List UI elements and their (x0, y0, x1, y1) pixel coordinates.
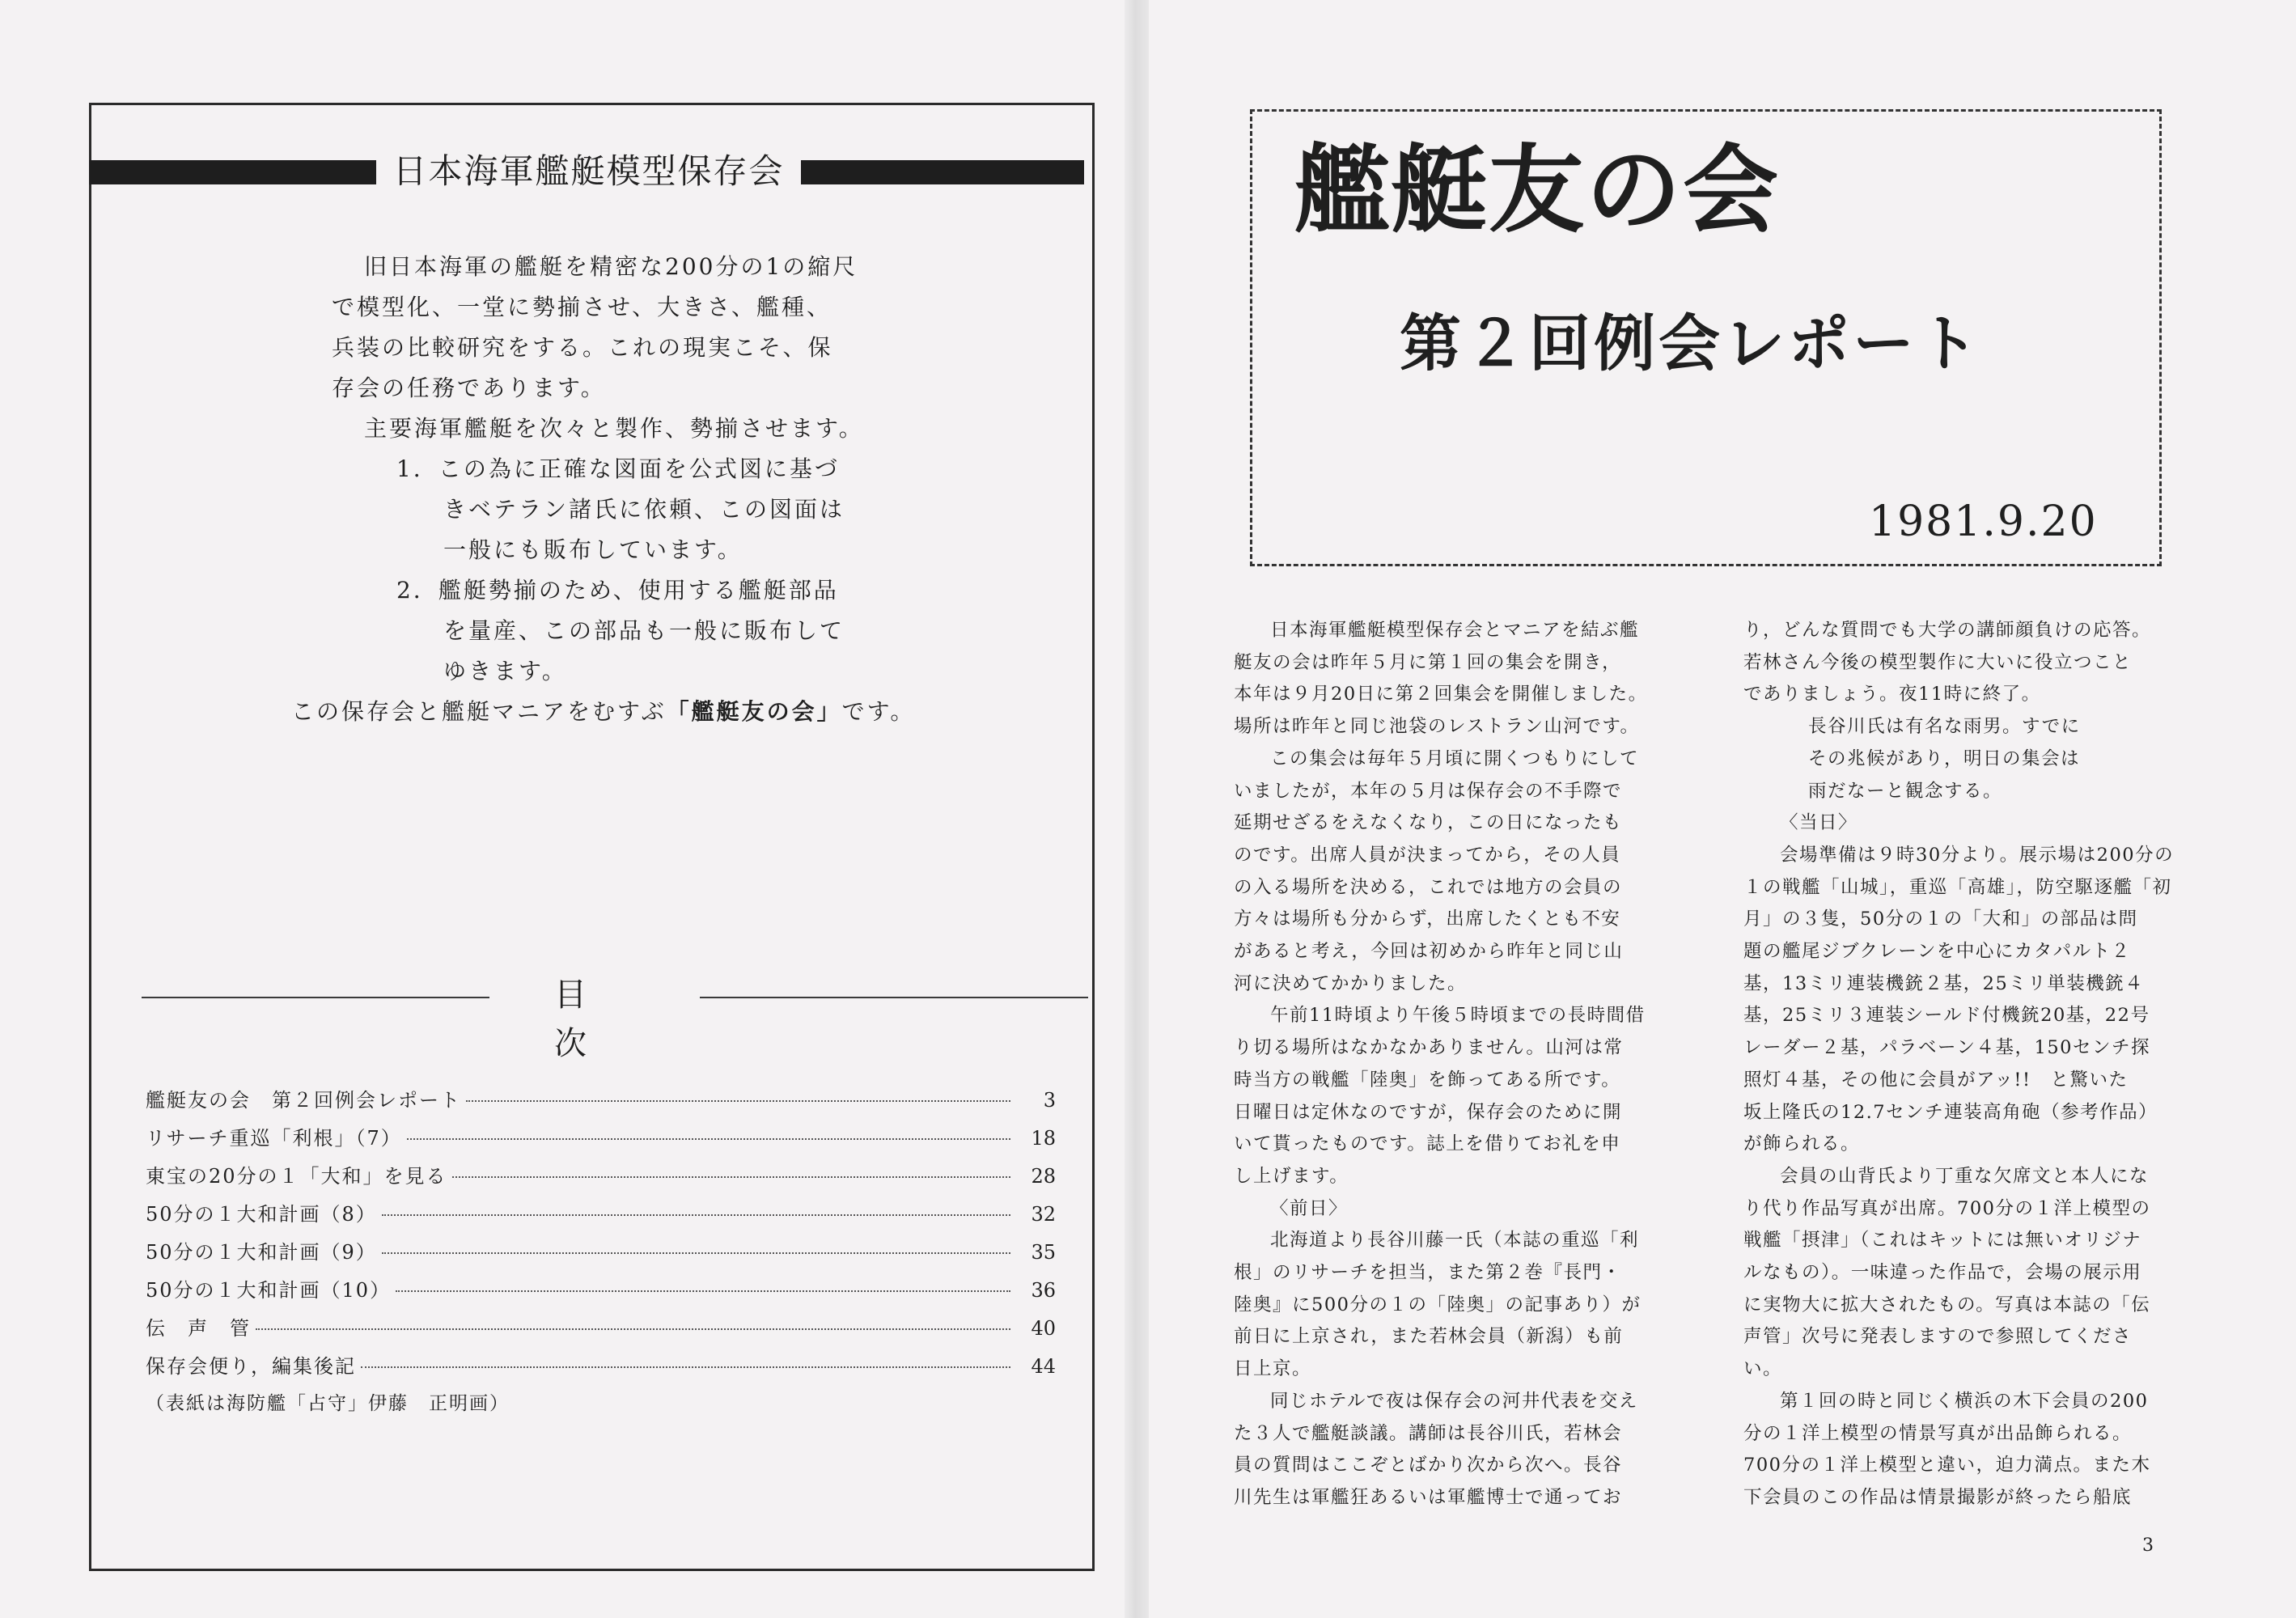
article-line: し上げます。 (1234, 1165, 1349, 1187)
toc-leader (452, 1176, 1010, 1178)
article-line: 長谷川氏は有名な雨男。すでに (1808, 716, 2081, 738)
toc-entry-label: 50分の１大和計画（8） (146, 1203, 377, 1226)
article-line: 日本海軍艦艇模型保存会とマニアを結ぶ艦 (1270, 620, 1640, 641)
toc-entry-label: 東宝の20分の１「大和」を見る (146, 1165, 447, 1188)
sub-title: 第２回例会レポート (1400, 307, 1982, 379)
intro-line: 存会の任務であります。 (332, 375, 606, 401)
article-line: 若林さん今後の模型製作に大いに役立つこと (1743, 651, 2133, 673)
article-column-left (1234, 615, 1675, 1514)
toc-entry-label: 伝 声 管 (146, 1317, 251, 1340)
toc-entry-page: 18 (1031, 1127, 1056, 1150)
article-line: 基，13ミリ連装機銃２基，25ミリ単装機銃４ (1743, 972, 2145, 994)
intro-line: 主要海軍艦艇を次々と製作、勢揃させます。 (364, 415, 864, 442)
toc-entry-label: リサーチ重巡「利根」（7） (146, 1127, 402, 1150)
toc-leader (466, 1100, 1010, 1102)
article-line: 基，25ミリ３連装シールド付機銃20基，22号 (1743, 1005, 2150, 1027)
article-line: 艇友の会は昨年５月に第１回の集会を開き， (1234, 651, 1622, 673)
banner-title: 日本海軍艦艇模型保存会 (392, 151, 785, 191)
article-line: １の戦艦「山城」，重巡「高雄」，防空駆逐艦「初 (1743, 876, 2172, 898)
intro-line: 一般にも販布しています。 (443, 536, 743, 563)
toc-entry-page: 32 (1031, 1203, 1056, 1226)
toc-entry-page: 40 (1031, 1317, 1056, 1340)
article-line: 第１回の時と同じく横浜の木下会員の200 (1780, 1390, 2149, 1412)
article-line: 〈前日〉 (1270, 1197, 1349, 1219)
toc-leader (382, 1252, 1010, 1254)
article-line: 戦艦「摂津」（これはキットには無いオリジナ (1743, 1230, 2142, 1252)
article-line: り切る場所はなかなかありません。山河は常 (1234, 1037, 1624, 1059)
article-line: 川先生は軍艦狂あるいは軍艦博士で通ってお (1234, 1486, 1623, 1508)
toc-rule-right (700, 997, 1088, 998)
intro-line: ゆきます。 (443, 658, 567, 684)
closing-prefix: この保存会と艦艇マニアをむすぶ (291, 698, 667, 725)
article-line: でありましょう。夜11時に終了。 (1743, 684, 2041, 705)
article-line: 前日に上京され，また若林会員（新潟）も前 (1234, 1326, 1624, 1348)
article-line: 会場準備は９時30分より。展示場は200分の (1780, 844, 2175, 866)
toc-leader (382, 1214, 1010, 1216)
intro-text (291, 247, 947, 732)
article-line: に実物大に拡大されたもの。写真は本誌の「伝 (1743, 1294, 2151, 1315)
toc-leader (407, 1138, 1010, 1140)
toc-entry[interactable] (146, 1312, 1056, 1350)
intro-line: で模型化、一堂に勢揃させ、大きさ、艦種、 (332, 294, 832, 320)
toc-entry-page: 36 (1031, 1279, 1056, 1302)
toc-leader (396, 1290, 1010, 1292)
article-line: 北海道より長谷川藤一氏（本誌の重巡「利 (1270, 1230, 1640, 1252)
article-line: 月」の３隻，50分の１の「大和」の部品は問 (1743, 909, 2138, 930)
article-line: 会員の山背氏より丁重な欠席文と本人にな (1780, 1165, 2150, 1187)
intro-line: を量産、この部品も一般に販布して (443, 617, 845, 644)
main-title: 艦艇友の会 (1294, 134, 1781, 246)
article-line: ルなもの）。一味違った作品で，会場の展示用 (1743, 1262, 2142, 1284)
article-line: 午前11時頃より午後５時頃までの長時間借 (1270, 1005, 1646, 1027)
article-line: た３人で艦艇談議。講師は長谷川氏，若林会 (1234, 1422, 1623, 1444)
article-line: が飾られる。 (1743, 1133, 1861, 1155)
article-line: 本年は９月20日に第２回集会を開催しました。 (1234, 684, 1648, 705)
toc-entry-label: 50分の１大和計画（10） (146, 1279, 392, 1302)
page-gutter (1125, 0, 1149, 1618)
cover-note: （表紙は海防艦「占守」伊藤 正明画） (146, 1393, 510, 1414)
article-line: 下会員のこの作品は情景撮影が終ったら船底 (1743, 1486, 2133, 1508)
article-line: 照灯４基，その他に会員がアッ!! と驚いた (1743, 1069, 2129, 1091)
toc-rule-left (142, 997, 489, 998)
table-of-contents (146, 1084, 1056, 1415)
toc-title: 目次 (554, 976, 667, 1062)
article-line: 根」のリサーチを担当，また第２巻『長門・ (1234, 1262, 1622, 1284)
banner-bar-right (801, 160, 1084, 184)
article-line: 題の艦尾ジブクレーンを中心にカタパルト２ (1743, 941, 2131, 963)
article-line: いて貰ったものです。誌上を借りてお礼を申 (1234, 1133, 1621, 1155)
article-line: のです。出席人員が決まってから，その人員 (1234, 844, 1621, 866)
article-line: いましたが，本年の５月は保存会の不手際で (1234, 780, 1623, 802)
article-line: 陸奥』に500分の１の「陸奥」の記事あり）が (1234, 1294, 1642, 1315)
article-line: 同じホテルで夜は保存会の河井代表を交え (1270, 1390, 1638, 1412)
article-line: 場所は昨年と同じ池袋のレストラン山河です。 (1234, 716, 1640, 738)
banner-bar-left (89, 160, 376, 184)
toc-entry[interactable] (146, 1350, 1056, 1388)
toc-entry-label: 保存会便り，編集後記 (146, 1355, 356, 1378)
banner (89, 147, 1084, 196)
article-line: 延期せざるをえなくなり，この日になったも (1234, 812, 1623, 834)
toc-entry[interactable] (146, 1122, 1056, 1160)
article-line: その兆候があり，明日の集会は (1808, 748, 2081, 769)
article-line: があると考え，今回は初めから昨年と同じ山 (1234, 941, 1624, 963)
intro-line: 兵装の比較研究をする。これの現実こそ、保 (332, 334, 833, 361)
article-line: 方々は場所も分からず，出席したくとも不安 (1234, 909, 1621, 930)
toc-entry[interactable] (146, 1160, 1056, 1198)
closing-bold: 「艦艇友の会」 (666, 698, 842, 725)
article-line: 〈当日〉 (1780, 812, 1858, 834)
article-line: り，どんな質問でも大学の講師顔負けの応答。 (1743, 620, 2152, 641)
article-line: 河に決めてかかりました。 (1234, 972, 1468, 994)
toc-entry-page: 3 (1043, 1089, 1056, 1112)
report-date: 1981.9.20 (1869, 498, 2098, 546)
toc-entry-page: 44 (1031, 1355, 1056, 1378)
toc-entry[interactable] (146, 1198, 1056, 1236)
toc-leader (361, 1366, 1010, 1368)
article-line: 時当方の戦艦「陸奥」を飾ってある所です。 (1234, 1069, 1621, 1091)
closing-suffix: です。 (841, 698, 916, 725)
toc-entry-page: 28 (1031, 1165, 1056, 1188)
intro-line: 2．艦艇勢揃のため、使用する艦艇部品 (396, 577, 839, 604)
toc-leader (256, 1328, 1010, 1330)
article-line: この集会は毎年５月頃に開くつもりにして (1270, 748, 1640, 769)
article-line: 雨だなーと観念する。 (1808, 780, 2003, 802)
toc-entry-label: 50分の１大和計画（9） (146, 1241, 377, 1264)
intro-line: 旧日本海軍の艦艇を精密な200分の1の縮尺 (364, 253, 858, 280)
article-line: い。 (1743, 1358, 1783, 1380)
article-line: の入る場所を決める，これでは地方の会員の (1234, 876, 1623, 898)
toc-entry[interactable] (146, 1274, 1056, 1312)
article-column-right (1743, 615, 2192, 1514)
toc-entry-page: 35 (1031, 1241, 1056, 1264)
article-line: 日曜日は定休なのですが，保存会のために開 (1234, 1101, 1623, 1123)
intro-line: きベテラン諸氏に依頼、この図面は (443, 496, 845, 523)
article-line: 日上京。 (1234, 1358, 1312, 1380)
intro-line: 1．この為に正確な図面を公式図に基づ (396, 455, 840, 482)
toc-entry[interactable] (146, 1236, 1056, 1274)
article-line: 員の質問はここぞとばかり次から次へ。長谷 (1234, 1455, 1623, 1476)
article-line: 分の１洋上模型の情景写真が出品飾られる。 (1743, 1422, 2133, 1444)
article-line: り代り作品写真が出席。700分の１洋上模型の (1743, 1197, 2151, 1219)
article-line: 声管」次号に発表しますので参照してくださ (1743, 1326, 2133, 1348)
toc-entry-label: 艦艇友の会 第２回例会レポート (146, 1089, 461, 1112)
article-line: レーダー２基，パラベーン４基，150センチ探 (1743, 1037, 2150, 1059)
page-number: 3 (2142, 1535, 2154, 1556)
article-line: 700分の１洋上模型と違い，迫力満点。また木 (1743, 1455, 2151, 1476)
intro-closing (291, 692, 947, 732)
toc-heading (142, 971, 1096, 1062)
toc-entry[interactable] (146, 1084, 1056, 1122)
article-line: 坂上隆氏の12.7センチ連装高角砲（参考作品） (1743, 1101, 2158, 1123)
